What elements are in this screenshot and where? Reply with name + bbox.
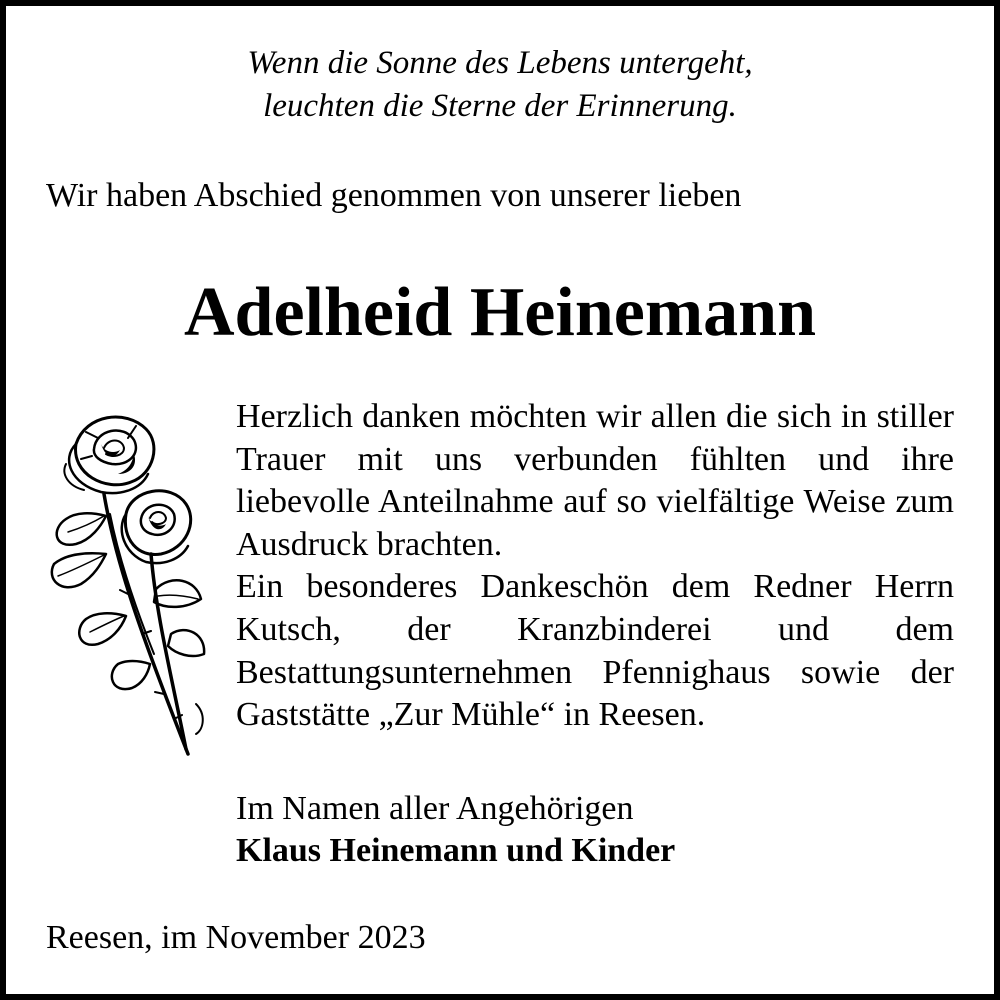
signature	[236, 788, 675, 872]
roses-illustration	[46, 404, 216, 764]
motto	[6, 42, 994, 128]
thanks-paragraph-1: Herzlich danken möchten wir allen die sich in stiller Trauer mit uns verbunden fühlten und ihre liebevolle Anteilnahme auf so vielfältige Weise zum Ausdruck brachten.	[236, 398, 954, 563]
signature-line-2: Klaus Heinemann und Kinder	[236, 832, 676, 869]
deceased-name: Adelheid Heinemann	[183, 274, 817, 351]
intro-text: Wir haben Abschied genommen von unserer lieben	[46, 177, 742, 214]
signature-line-1: Im Namen aller Angehörigen	[236, 790, 634, 827]
motto-line-2: leuchten die Sterne der Erinnerung.	[263, 88, 737, 124]
place-date: Reesen, im November 2023	[46, 919, 426, 956]
thanks-text	[236, 396, 954, 737]
thanks-paragraph-2: Ein besonderes Dankeschön dem Redner Herrn Kutsch, der Kranzbinderei und dem Bestattungsunternehmen Pfennighaus sowie der Gaststätte „Zur Mühle“ in Reesen.	[236, 568, 954, 734]
motto-line-1: Wenn die Sonne des Lebens untergeht,	[247, 45, 753, 81]
